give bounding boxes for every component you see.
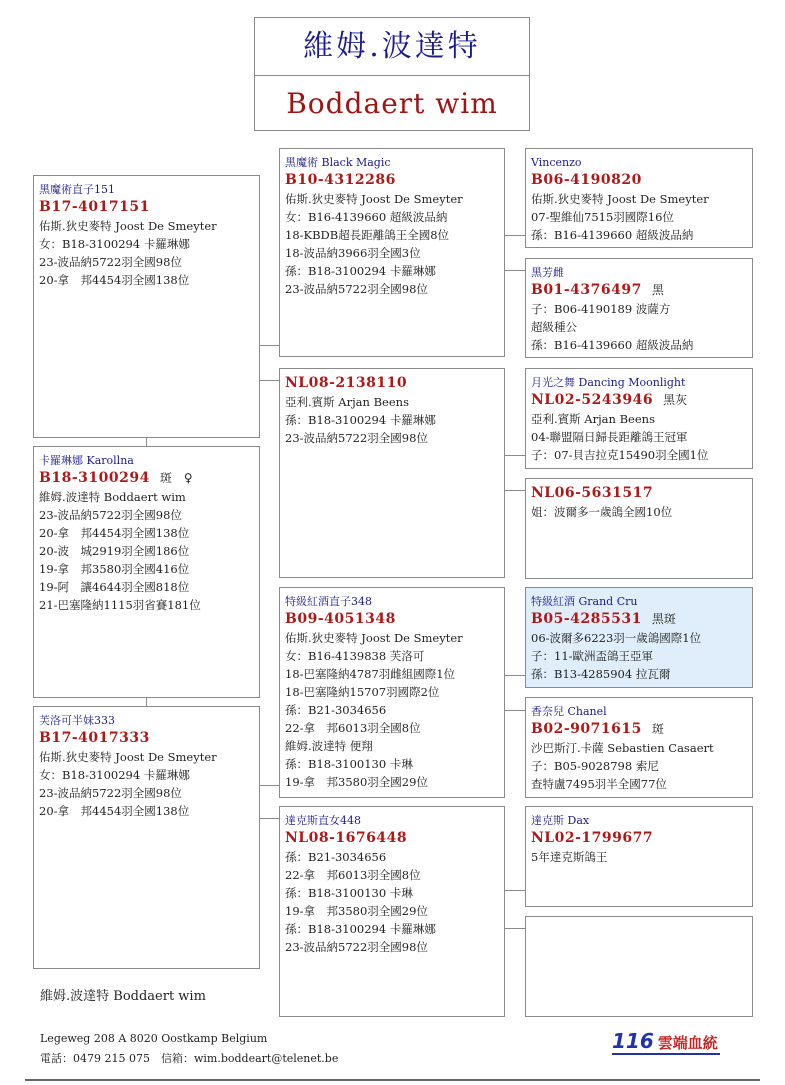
connector-bird-dam — [146, 698, 147, 706]
detail-line: 07-聖維仙7515羽國際16位 — [531, 210, 674, 224]
pedigree-box-dam-dam — [279, 806, 505, 1017]
connector-sd-sdd — [505, 490, 525, 491]
detail-line: 亞利.賓斯 Arjan Beens — [531, 412, 655, 426]
ring-number: NL02-5243946 — [531, 392, 654, 408]
detail-line: 18-波品納3966羽全國3位 — [285, 246, 421, 260]
bird-name: 特級紅酒直子348 — [285, 595, 372, 608]
detail-line: 06-波爾多6223羽一歲鴿國際1位 — [531, 631, 702, 645]
ring-number-row — [531, 484, 752, 503]
detail-line: 孫：B18-3100294 卡羅琳娜 — [285, 264, 436, 278]
ring-number-row — [285, 374, 504, 393]
detail-line: 19-阿 讓4644羽全國818位 — [39, 580, 190, 594]
ring-number: B02-9071615 — [531, 721, 642, 737]
detail-line: 佑斯.狄史麥特 Joost De Smeyter — [285, 192, 463, 206]
connector-dd-dds — [505, 890, 525, 891]
pedigree-box-sire-sire — [279, 148, 505, 357]
detail-line: 孫：B16-4139660 超級波品納 — [531, 228, 694, 242]
bird-name: 芙洛可半妹333 — [39, 714, 115, 727]
ring-number-row — [285, 829, 504, 848]
bottom-rule — [25, 1079, 760, 1081]
ring-number: NL02-1799677 — [531, 830, 654, 846]
detail-line: 孫：B13-4285904 拉瓦爾 — [531, 667, 671, 681]
ring-number: NL08-1676448 — [285, 830, 408, 846]
pedigree-box-dds — [525, 806, 753, 907]
detail-line: 沙巴斯汀.卡薩 Sebastien Casaert — [531, 741, 714, 755]
detail-line: 佑斯.狄史麥特 Joost De Smeyter — [39, 750, 217, 764]
detail-line: 18-巴塞隆納4787羽雌組國際1位 — [285, 667, 456, 681]
ring-number: NL08-2138110 — [285, 375, 408, 391]
ring-number: NL06-5631517 — [531, 485, 654, 501]
detail-line: 23-波品納5722羽全國98位 — [39, 255, 182, 269]
detail-line: 19-拿 邦3580羽全國416位 — [39, 562, 190, 576]
bird-name: 達克斯直女448 — [285, 814, 361, 827]
detail-line: 查特盧7495羽半全國77位 — [531, 777, 667, 791]
detail-line: 20-波 城2919羽全國186位 — [39, 544, 190, 558]
detail-line: 21-巴塞隆納1115羽省賽181位 — [39, 598, 201, 612]
color-sex: 黑 — [651, 283, 664, 297]
detail-line: 超級種公 — [531, 320, 577, 334]
ring-number: B17-4017333 — [39, 730, 150, 746]
footer-address: Legeweg 208 A 8020 Oostkamp Belgium — [40, 1032, 268, 1045]
detail-line: 孫：B18-3100294 卡羅琳娜 — [285, 413, 436, 427]
detail-line: 18-巴塞隆納15707羽國際2位 — [285, 685, 440, 699]
detail-line: 女：B18-3100294 卡羅琳娜 — [39, 237, 190, 251]
footer-contact: 電話：0479 215 075 信箱：wim.boddeart@telenet.be — [40, 1052, 339, 1065]
detail-line: 孫：B21-3034656 — [285, 850, 387, 864]
detail-line: 亞利.賓斯 Arjan Beens — [285, 395, 409, 409]
connector-sire-to-ss — [260, 345, 279, 346]
pedigree-box-dss — [525, 587, 753, 688]
color-sex: 黑斑 — [651, 612, 676, 626]
bird-name: 卡羅琳娜 Karollna — [39, 454, 134, 467]
detail-line: 姐：波爾多一歲鴿全國10位 — [531, 505, 673, 519]
connector-ds-dss — [505, 675, 525, 676]
ring-number-row — [531, 281, 752, 300]
ring-number-row — [531, 610, 752, 629]
pedigree-box-sss — [525, 148, 753, 248]
detail-line: 維姆.波達特 Boddaert wim — [39, 490, 186, 504]
detail-line: 20-拿 邦4454羽全國138位 — [39, 526, 190, 540]
ring-number: B09-4051348 — [285, 611, 396, 627]
detail-line: 23-波品納5722羽全國98位 — [39, 786, 182, 800]
pedigree-box-sdd — [525, 478, 753, 579]
pedigree-box-bird — [33, 446, 260, 698]
pedigree-box-sire-dam — [279, 368, 505, 578]
ring-number: B05-4285531 — [531, 611, 642, 627]
ring-number: B06-4190820 — [531, 172, 642, 188]
detail-line: 子：B05-9028798 索尼 — [531, 759, 659, 773]
detail-line: 04-聯盟隔日歸長距離鴿王冠軍 — [531, 430, 688, 444]
ring-number-row — [39, 198, 259, 217]
color-sex: 斑 ♀ — [159, 471, 193, 485]
detail-line: 23-波品納5722羽全國98位 — [285, 431, 428, 445]
detail-line: 20-拿 邦4454羽全國138位 — [39, 273, 190, 287]
pedigree-box-sire — [33, 175, 260, 438]
bird-name: 月光之舞 Dancing Moonlight — [531, 376, 686, 389]
detail-line: 子：07-貝吉拉克15490羽全國1位 — [531, 448, 709, 462]
ring-number: B17-4017151 — [39, 199, 150, 215]
ring-number-row — [39, 729, 259, 748]
bird-name: 黑魔術 Black Magic — [285, 156, 391, 169]
detail-line: 女：B18-3100294 卡羅琳娜 — [39, 768, 190, 782]
ring-number: B18-3100294 — [39, 470, 150, 486]
logo-underline — [612, 1053, 720, 1055]
connector-ss-sss — [505, 235, 525, 236]
title-chinese: 維姆.波達特 — [303, 29, 481, 64]
detail-line: 孫：B21-3034656 — [285, 703, 387, 717]
detail-line: 佑斯.狄史麥特 Joost De Smeyter — [39, 219, 217, 233]
connector-sd-sds — [505, 455, 525, 456]
detail-line: 5年達克斯鴿王 — [531, 850, 608, 864]
detail-line: 孫：B18-3100130 卡琳 — [285, 757, 413, 771]
pedigree-box-ssd — [525, 258, 753, 358]
pedigree-box-dsd — [525, 697, 753, 798]
detail-line: 女：B16-4139838 芙洛可 — [285, 649, 425, 663]
color-sex: 黑灰 — [663, 393, 688, 407]
detail-line: 23-波品納5722羽全國98位 — [285, 282, 428, 296]
detail-line: 佑斯.狄史麥特 Joost De Smeyter — [531, 192, 709, 206]
pedigree-box-dam — [33, 706, 260, 969]
detail-line: 孫：B18-3100130 卡琳 — [285, 886, 413, 900]
detail-line: 女：B16-4139660 超級波品納 — [285, 210, 448, 224]
connector-ds-dsd — [505, 710, 525, 711]
detail-line: 22-拿 邦6013羽全國8位 — [285, 721, 421, 735]
detail-line: 孫：B16-4139660 超級波品納 — [531, 338, 694, 352]
ring-number-row — [285, 610, 504, 629]
bird-name: 特級紅酒 Grand Cru — [531, 595, 638, 608]
logo-text: 雲端血統 — [657, 1034, 718, 1052]
detail-line: 19-拿 邦3580羽全國29位 — [285, 904, 428, 918]
ring-number: B10-4312286 — [285, 172, 396, 188]
ring-number-row — [39, 469, 259, 488]
detail-line: 維姆.波達特 便翔 — [285, 739, 373, 753]
detail-line: 孫：B18-3100294 卡羅琳娜 — [285, 922, 436, 936]
connector-dam-to-dd — [260, 818, 279, 819]
detail-line: 20-拿 邦4454羽全國138位 — [39, 804, 190, 818]
pedigree-box-ddd — [525, 916, 753, 1017]
connector-dd-ddd — [505, 928, 525, 929]
ring-number: B01-4376497 — [531, 282, 642, 298]
pedigree-box-dam-sire — [279, 587, 505, 798]
detail-line: 佑斯.狄史麥特 Joost De Smeyter — [285, 631, 463, 645]
detail-line: 23-波品納5722羽全國98位 — [285, 940, 428, 954]
bird-name: 達克斯 Dax — [531, 814, 590, 827]
detail-line: 子：11-歐洲盃鴿王亞軍 — [531, 649, 654, 663]
connector-dam-to-ds — [260, 785, 279, 786]
detail-line: 18-KBDB超長距離鴿王全國8位 — [285, 228, 450, 242]
title-english: Boddaert wim — [286, 87, 498, 120]
color-sex: 斑 — [651, 722, 664, 736]
detail-line: 23-波品納5722羽全國98位 — [39, 508, 182, 522]
bird-name: 黑芳雌 — [531, 266, 564, 279]
logo-number: 116 — [612, 1029, 654, 1053]
connector-ss-ssd — [505, 270, 525, 271]
bird-name: 香奈兒 Chanel — [531, 705, 607, 718]
ring-number-row — [531, 720, 752, 739]
pedigree-box-sds — [525, 368, 753, 469]
title-box — [254, 17, 530, 131]
bird-name: 黑魔術直子151 — [39, 183, 115, 196]
footer-owner: 維姆.波達特 Boddaert wim — [40, 989, 206, 1004]
ring-number-row — [531, 391, 752, 410]
bird-name: Vincenzo — [531, 156, 582, 169]
connector-sire-to-sd — [260, 380, 279, 381]
ring-number-row — [531, 171, 752, 190]
detail-line: 22-拿 邦6013羽全國8位 — [285, 868, 421, 882]
ring-number-row — [531, 829, 752, 848]
connector-sire-dam — [146, 438, 147, 446]
detail-line: 19-拿 邦3580羽全國29位 — [285, 775, 428, 789]
ring-number-row — [285, 171, 504, 190]
detail-line: 子：B06-4190189 波薩方 — [531, 302, 671, 316]
logo — [612, 1029, 718, 1055]
